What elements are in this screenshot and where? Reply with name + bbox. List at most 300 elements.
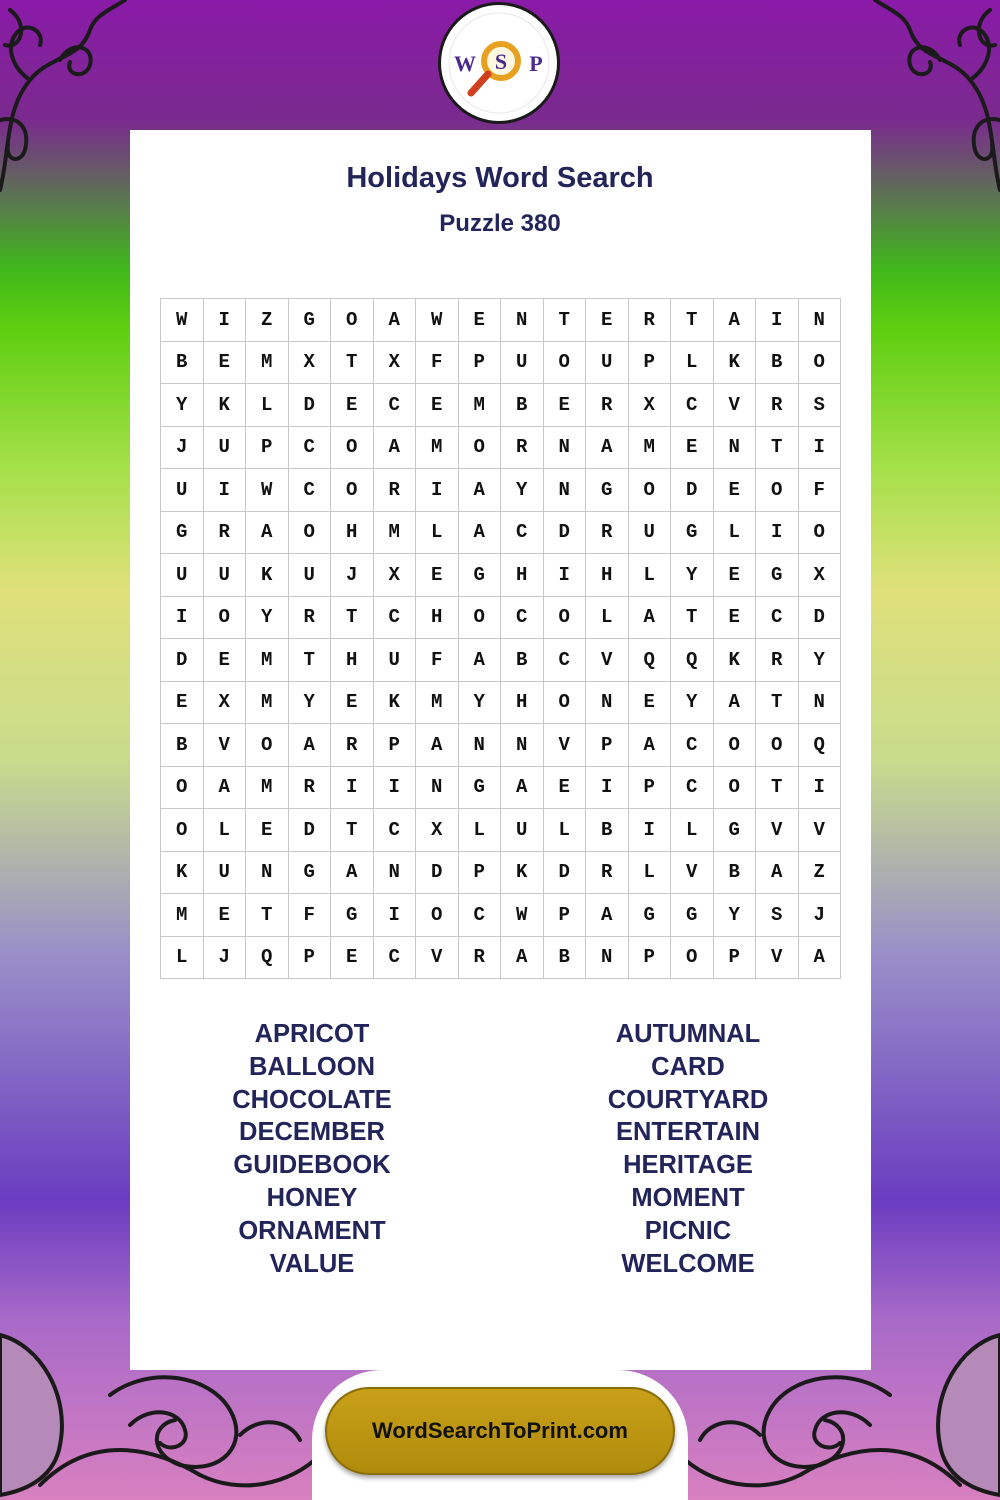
grid-cell[interactable]: U: [161, 554, 204, 597]
grid-cell[interactable]: P: [246, 426, 289, 469]
grid-cell[interactable]: K: [246, 554, 289, 597]
grid-cell[interactable]: J: [161, 426, 204, 469]
grid-cell[interactable]: O: [161, 766, 204, 809]
grid-cell[interactable]: A: [586, 426, 629, 469]
grid-cell[interactable]: I: [203, 469, 246, 512]
logo-letter-s: S: [494, 49, 508, 74]
grid-cell[interactable]: B: [543, 936, 586, 979]
grid-cell[interactable]: E: [586, 299, 629, 342]
grid-cell[interactable]: Y: [458, 681, 501, 724]
grid-cell[interactable]: D: [543, 511, 586, 554]
grid-cell[interactable]: U: [203, 851, 246, 894]
grid-cell[interactable]: Y: [246, 596, 289, 639]
grid-cell[interactable]: G: [628, 894, 671, 937]
grid-cell[interactable]: U: [203, 554, 246, 597]
grid-cell[interactable]: C: [671, 766, 714, 809]
grid-cell[interactable]: I: [628, 809, 671, 852]
grid-cell[interactable]: A: [288, 724, 331, 767]
grid-cell[interactable]: H: [331, 511, 374, 554]
grid-row: [161, 384, 841, 427]
grid-cell[interactable]: E: [416, 554, 459, 597]
grid-cell[interactable]: H: [586, 554, 629, 597]
grid-cell[interactable]: I: [331, 766, 374, 809]
grid-cell[interactable]: V: [798, 809, 841, 852]
grid-cell[interactable]: M: [416, 426, 459, 469]
grid-cell[interactable]: O: [161, 809, 204, 852]
grid-cell[interactable]: Z: [798, 851, 841, 894]
wsp-logo[interactable]: [438, 2, 560, 124]
grid-cell[interactable]: A: [713, 299, 756, 342]
grid-cell[interactable]: E: [416, 384, 459, 427]
grid-cell[interactable]: C: [373, 384, 416, 427]
grid-cell[interactable]: R: [288, 596, 331, 639]
logo-letter-p: P: [529, 51, 543, 76]
grid-cell[interactable]: Z: [246, 299, 289, 342]
grid-cell[interactable]: K: [373, 681, 416, 724]
grid-cell[interactable]: O: [713, 724, 756, 767]
grid-cell[interactable]: O: [331, 299, 374, 342]
grid-cell[interactable]: N: [586, 681, 629, 724]
grid-cell[interactable]: G: [331, 894, 374, 937]
grid-cell[interactable]: E: [628, 681, 671, 724]
grid-cell[interactable]: E: [203, 894, 246, 937]
grid-cell[interactable]: I: [203, 299, 246, 342]
grid-cell[interactable]: V: [756, 809, 799, 852]
grid-cell[interactable]: G: [458, 766, 501, 809]
grid-cell[interactable]: D: [288, 809, 331, 852]
grid-cell[interactable]: T: [543, 299, 586, 342]
grid-cell[interactable]: O: [458, 596, 501, 639]
grid-cell[interactable]: B: [586, 809, 629, 852]
grid-cell[interactable]: R: [756, 639, 799, 682]
grid-cell[interactable]: M: [246, 341, 289, 384]
grid-cell[interactable]: D: [671, 469, 714, 512]
grid-cell[interactable]: L: [416, 511, 459, 554]
grid-cell[interactable]: A: [798, 936, 841, 979]
grid-cell[interactable]: L: [628, 554, 671, 597]
grid-cell[interactable]: R: [586, 384, 629, 427]
grid-cell[interactable]: Y: [671, 681, 714, 724]
grid-cell[interactable]: G: [458, 554, 501, 597]
grid-cell[interactable]: U: [628, 511, 671, 554]
grid-cell[interactable]: N: [543, 426, 586, 469]
grid-cell[interactable]: U: [203, 426, 246, 469]
puzzle-title: Holidays Word Search: [346, 162, 654, 194]
grid-cell[interactable]: X: [203, 681, 246, 724]
logo-letter-w: W: [454, 51, 476, 76]
grid-row: [161, 936, 841, 979]
grid-cell[interactable]: A: [501, 766, 544, 809]
grid-cell[interactable]: M: [246, 766, 289, 809]
grid-cell[interactable]: B: [713, 851, 756, 894]
grid-cell[interactable]: F: [416, 639, 459, 682]
grid-cell[interactable]: D: [543, 851, 586, 894]
grid-cell[interactable]: T: [671, 299, 714, 342]
grid-cell[interactable]: F: [288, 894, 331, 937]
grid-row: [161, 724, 841, 767]
grid-row: [161, 299, 841, 342]
grid-cell[interactable]: R: [373, 469, 416, 512]
grid-cell[interactable]: O: [756, 469, 799, 512]
grid-cell[interactable]: N: [501, 724, 544, 767]
grid-cell[interactable]: V: [713, 384, 756, 427]
grid-cell[interactable]: N: [416, 766, 459, 809]
grid-cell[interactable]: A: [713, 681, 756, 724]
grid-cell[interactable]: O: [756, 724, 799, 767]
grid-cell[interactable]: M: [246, 639, 289, 682]
grid-cell[interactable]: O: [628, 469, 671, 512]
word-list-item: HONEY: [266, 1183, 358, 1212]
grid-cell[interactable]: U: [373, 639, 416, 682]
grid-cell[interactable]: T: [671, 596, 714, 639]
grid-cell[interactable]: O: [543, 681, 586, 724]
grid-cell[interactable]: A: [628, 724, 671, 767]
grid-cell[interactable]: L: [203, 809, 246, 852]
puzzle-number: Puzzle 380: [439, 210, 561, 237]
grid-cell[interactable]: E: [543, 384, 586, 427]
grid-row: [161, 511, 841, 554]
grid-cell[interactable]: O: [331, 469, 374, 512]
grid-cell[interactable]: U: [586, 341, 629, 384]
grid-cell[interactable]: P: [713, 936, 756, 979]
grid-cell[interactable]: W: [416, 299, 459, 342]
grid-cell[interactable]: A: [586, 894, 629, 937]
grid-cell[interactable]: U: [501, 341, 544, 384]
grid-cell[interactable]: I: [416, 469, 459, 512]
grid-cell[interactable]: G: [671, 894, 714, 937]
grid-cell[interactable]: C: [543, 639, 586, 682]
grid-cell[interactable]: U: [501, 809, 544, 852]
grid-cell[interactable]: A: [373, 426, 416, 469]
grid-cell[interactable]: O: [458, 426, 501, 469]
grid-cell[interactable]: D: [798, 596, 841, 639]
grid-cell[interactable]: F: [416, 341, 459, 384]
grid-cell[interactable]: I: [798, 766, 841, 809]
grid-cell[interactable]: M: [246, 681, 289, 724]
grid-cell[interactable]: X: [798, 554, 841, 597]
word-list-item: CHOCOLATE: [232, 1085, 392, 1114]
grid-cell[interactable]: A: [458, 511, 501, 554]
grid-cell[interactable]: E: [713, 596, 756, 639]
magnifier-icon: [441, 5, 557, 121]
grid-cell[interactable]: N: [373, 851, 416, 894]
grid-cell[interactable]: B: [161, 341, 204, 384]
grid-cell[interactable]: T: [756, 766, 799, 809]
word-list-item: PICNIC: [644, 1216, 732, 1245]
grid-cell[interactable]: E: [458, 299, 501, 342]
grid-row: [161, 426, 841, 469]
grid-cell[interactable]: O: [713, 766, 756, 809]
grid-cell[interactable]: N: [798, 681, 841, 724]
grid-cell[interactable]: V: [586, 639, 629, 682]
grid-cell[interactable]: L: [246, 384, 289, 427]
grid-cell[interactable]: R: [586, 851, 629, 894]
grid-cell[interactable]: L: [671, 341, 714, 384]
grid-cell[interactable]: E: [203, 341, 246, 384]
grid-cell[interactable]: S: [798, 384, 841, 427]
grid-cell[interactable]: P: [543, 894, 586, 937]
grid-cell[interactable]: R: [586, 511, 629, 554]
grid-cell[interactable]: K: [161, 851, 204, 894]
grid-cell[interactable]: Q: [628, 639, 671, 682]
grid-cell[interactable]: A: [203, 766, 246, 809]
word-list-item: ORNAMENT: [238, 1216, 386, 1245]
grid-cell[interactable]: R: [756, 384, 799, 427]
grid-cell[interactable]: R: [288, 766, 331, 809]
grid-cell[interactable]: L: [671, 809, 714, 852]
grid-cell[interactable]: I: [543, 554, 586, 597]
word-list-item: VALUE: [269, 1249, 355, 1278]
grid-cell[interactable]: L: [458, 809, 501, 852]
word-list-item: BALLOON: [248, 1052, 376, 1081]
grid-cell[interactable]: H: [501, 554, 544, 597]
grid-cell[interactable]: A: [246, 511, 289, 554]
grid-cell[interactable]: M: [628, 426, 671, 469]
grid-cell[interactable]: C: [288, 469, 331, 512]
word-list-item: WELCOME: [621, 1249, 755, 1278]
letter-grid: [160, 298, 841, 979]
grid-cell[interactable]: N: [501, 299, 544, 342]
grid-cell[interactable]: X: [373, 554, 416, 597]
grid-cell[interactable]: I: [756, 299, 799, 342]
grid-cell[interactable]: O: [288, 511, 331, 554]
grid-cell[interactable]: A: [331, 851, 374, 894]
grid-cell[interactable]: E: [331, 384, 374, 427]
grid-cell[interactable]: M: [416, 681, 459, 724]
grid-cell[interactable]: B: [161, 724, 204, 767]
grid-cell[interactable]: B: [501, 384, 544, 427]
grid-cell[interactable]: C: [458, 894, 501, 937]
grid-cell[interactable]: B: [501, 639, 544, 682]
grid-cell[interactable]: P: [628, 766, 671, 809]
grid-cell[interactable]: A: [628, 596, 671, 639]
grid-cell[interactable]: J: [331, 554, 374, 597]
grid-cell[interactable]: R: [628, 299, 671, 342]
grid-cell[interactable]: W: [501, 894, 544, 937]
grid-cell[interactable]: E: [161, 681, 204, 724]
grid-cell[interactable]: Q: [671, 639, 714, 682]
grid-cell[interactable]: X: [628, 384, 671, 427]
grid-cell[interactable]: C: [671, 384, 714, 427]
grid-cell[interactable]: V: [543, 724, 586, 767]
grid-cell[interactable]: T: [246, 894, 289, 937]
grid-cell[interactable]: M: [161, 894, 204, 937]
grid-cell[interactable]: K: [203, 384, 246, 427]
grid-cell[interactable]: K: [713, 639, 756, 682]
word-list-item: MOMENT: [631, 1183, 745, 1212]
grid-cell[interactable]: G: [288, 851, 331, 894]
grid-cell[interactable]: C: [373, 936, 416, 979]
grid-cell[interactable]: A: [373, 299, 416, 342]
word-list-item: CARD: [651, 1052, 725, 1081]
grid-row: [161, 894, 841, 937]
grid-cell[interactable]: Y: [671, 554, 714, 597]
grid-cell[interactable]: T: [288, 639, 331, 682]
grid-cell[interactable]: O: [246, 724, 289, 767]
grid-cell[interactable]: M: [373, 511, 416, 554]
grid-cell[interactable]: P: [628, 936, 671, 979]
grid-cell[interactable]: J: [203, 936, 246, 979]
grid-cell[interactable]: V: [671, 851, 714, 894]
grid-cell[interactable]: W: [161, 299, 204, 342]
grid-cell[interactable]: O: [331, 426, 374, 469]
grid-cell[interactable]: G: [671, 511, 714, 554]
grid-cell[interactable]: E: [331, 681, 374, 724]
grid-cell[interactable]: C: [501, 596, 544, 639]
grid-cell[interactable]: L: [628, 851, 671, 894]
grid-cell[interactable]: E: [713, 554, 756, 597]
word-list-item: DECEMBER: [239, 1118, 385, 1147]
grid-cell[interactable]: N: [713, 426, 756, 469]
grid-cell[interactable]: G: [288, 299, 331, 342]
grid-cell[interactable]: G: [161, 511, 204, 554]
grid-cell[interactable]: Y: [288, 681, 331, 724]
grid-cell[interactable]: U: [288, 554, 331, 597]
grid-cell[interactable]: L: [586, 596, 629, 639]
grid-cell[interactable]: R: [331, 724, 374, 767]
grid-cell[interactable]: V: [203, 724, 246, 767]
word-list-item: AUTUMNAL: [615, 1020, 761, 1048]
grid-cell[interactable]: M: [458, 384, 501, 427]
grid-cell[interactable]: S: [756, 894, 799, 937]
grid-cell[interactable]: I: [161, 596, 204, 639]
grid-cell[interactable]: P: [586, 724, 629, 767]
grid-cell[interactable]: D: [161, 639, 204, 682]
grid-cell[interactable]: O: [416, 894, 459, 937]
grid-cell[interactable]: C: [501, 511, 544, 554]
grid-cell[interactable]: I: [373, 894, 416, 937]
grid-cell[interactable]: P: [373, 724, 416, 767]
grid-cell[interactable]: A: [458, 639, 501, 682]
grid-cell[interactable]: A: [458, 469, 501, 512]
grid-row: [161, 554, 841, 597]
grid-cell[interactable]: T: [756, 681, 799, 724]
grid-cell[interactable]: G: [586, 469, 629, 512]
grid-cell[interactable]: Y: [501, 469, 544, 512]
grid-row: [161, 341, 841, 384]
grid-row: [161, 809, 841, 852]
grid-cell[interactable]: C: [756, 596, 799, 639]
grid-cell[interactable]: V: [416, 936, 459, 979]
word-list-item: HERITAGE: [623, 1151, 753, 1180]
grid-cell[interactable]: T: [331, 341, 374, 384]
grid-cell[interactable]: H: [331, 639, 374, 682]
grid-cell[interactable]: I: [798, 426, 841, 469]
grid-cell[interactable]: D: [288, 384, 331, 427]
grid-row: [161, 681, 841, 724]
grid-row: [161, 639, 841, 682]
grid-cell[interactable]: T: [331, 809, 374, 852]
grid-cell[interactable]: L: [543, 809, 586, 852]
word-list-item: COURTYARD: [607, 1085, 769, 1114]
grid-cell[interactable]: P: [628, 341, 671, 384]
grid-row: [161, 766, 841, 809]
grid-cell[interactable]: G: [756, 554, 799, 597]
grid-cell[interactable]: W: [246, 469, 289, 512]
grid-cell[interactable]: O: [543, 341, 586, 384]
grid-cell[interactable]: O: [798, 341, 841, 384]
grid-row: [161, 851, 841, 894]
grid-cell[interactable]: I: [756, 511, 799, 554]
grid-cell[interactable]: N: [246, 851, 289, 894]
grid-cell[interactable]: K: [501, 851, 544, 894]
grid-cell[interactable]: E: [671, 426, 714, 469]
grid-cell[interactable]: D: [416, 851, 459, 894]
grid-cell[interactable]: R: [203, 511, 246, 554]
grid-cell[interactable]: E: [203, 639, 246, 682]
grid-cell[interactable]: N: [543, 469, 586, 512]
grid-cell[interactable]: E: [543, 766, 586, 809]
grid-cell[interactable]: C: [373, 596, 416, 639]
grid-cell[interactable]: I: [586, 766, 629, 809]
grid-cell[interactable]: I: [373, 766, 416, 809]
grid-cell[interactable]: O: [671, 936, 714, 979]
grid-cell[interactable]: A: [756, 851, 799, 894]
grid-cell[interactable]: P: [288, 936, 331, 979]
grid-cell[interactable]: N: [458, 724, 501, 767]
grid-cell[interactable]: P: [458, 851, 501, 894]
grid-cell[interactable]: N: [798, 299, 841, 342]
grid-cell[interactable]: L: [161, 936, 204, 979]
grid-cell[interactable]: L: [713, 511, 756, 554]
grid-cell[interactable]: X: [373, 341, 416, 384]
grid-cell[interactable]: G: [713, 809, 756, 852]
grid-row: [161, 469, 841, 512]
website-link-label: WordSearchToPrint.com: [372, 1418, 628, 1443]
grid-cell[interactable]: R: [458, 936, 501, 979]
word-list-left: [147, 1018, 477, 1280]
grid-cell[interactable]: A: [501, 936, 544, 979]
grid-cell[interactable]: U: [161, 469, 204, 512]
word-list-item: APRICOT: [254, 1020, 370, 1048]
grid-cell[interactable]: X: [288, 341, 331, 384]
grid-cell[interactable]: Q: [798, 724, 841, 767]
grid-cell[interactable]: Y: [798, 639, 841, 682]
grid-cell[interactable]: Q: [246, 936, 289, 979]
grid-cell[interactable]: C: [373, 809, 416, 852]
grid-cell[interactable]: C: [288, 426, 331, 469]
grid-cell[interactable]: O: [203, 596, 246, 639]
grid-cell[interactable]: O: [543, 596, 586, 639]
word-list-item: ENTERTAIN: [615, 1118, 761, 1147]
grid-cell[interactable]: T: [331, 596, 374, 639]
grid-cell[interactable]: H: [416, 596, 459, 639]
grid-cell[interactable]: V: [756, 936, 799, 979]
grid-cell[interactable]: N: [586, 936, 629, 979]
grid-cell[interactable]: Y: [713, 894, 756, 937]
grid-cell[interactable]: K: [713, 341, 756, 384]
grid-cell[interactable]: Y: [161, 384, 204, 427]
grid-cell[interactable]: P: [458, 341, 501, 384]
website-link-button[interactable]: [325, 1387, 675, 1475]
grid-cell[interactable]: F: [798, 469, 841, 512]
grid-cell[interactable]: A: [416, 724, 459, 767]
grid-cell[interactable]: J: [798, 894, 841, 937]
word-list-right: [523, 1018, 853, 1280]
grid-cell[interactable]: B: [756, 341, 799, 384]
grid-cell[interactable]: E: [246, 809, 289, 852]
grid-cell[interactable]: E: [713, 469, 756, 512]
grid-row: [161, 596, 841, 639]
grid-cell[interactable]: O: [798, 511, 841, 554]
word-list-item: GUIDEBOOK: [233, 1151, 391, 1180]
grid-cell[interactable]: C: [671, 724, 714, 767]
grid-cell[interactable]: E: [331, 936, 374, 979]
grid-cell[interactable]: T: [756, 426, 799, 469]
grid-cell[interactable]: H: [501, 681, 544, 724]
grid-cell[interactable]: X: [416, 809, 459, 852]
grid-cell[interactable]: R: [501, 426, 544, 469]
